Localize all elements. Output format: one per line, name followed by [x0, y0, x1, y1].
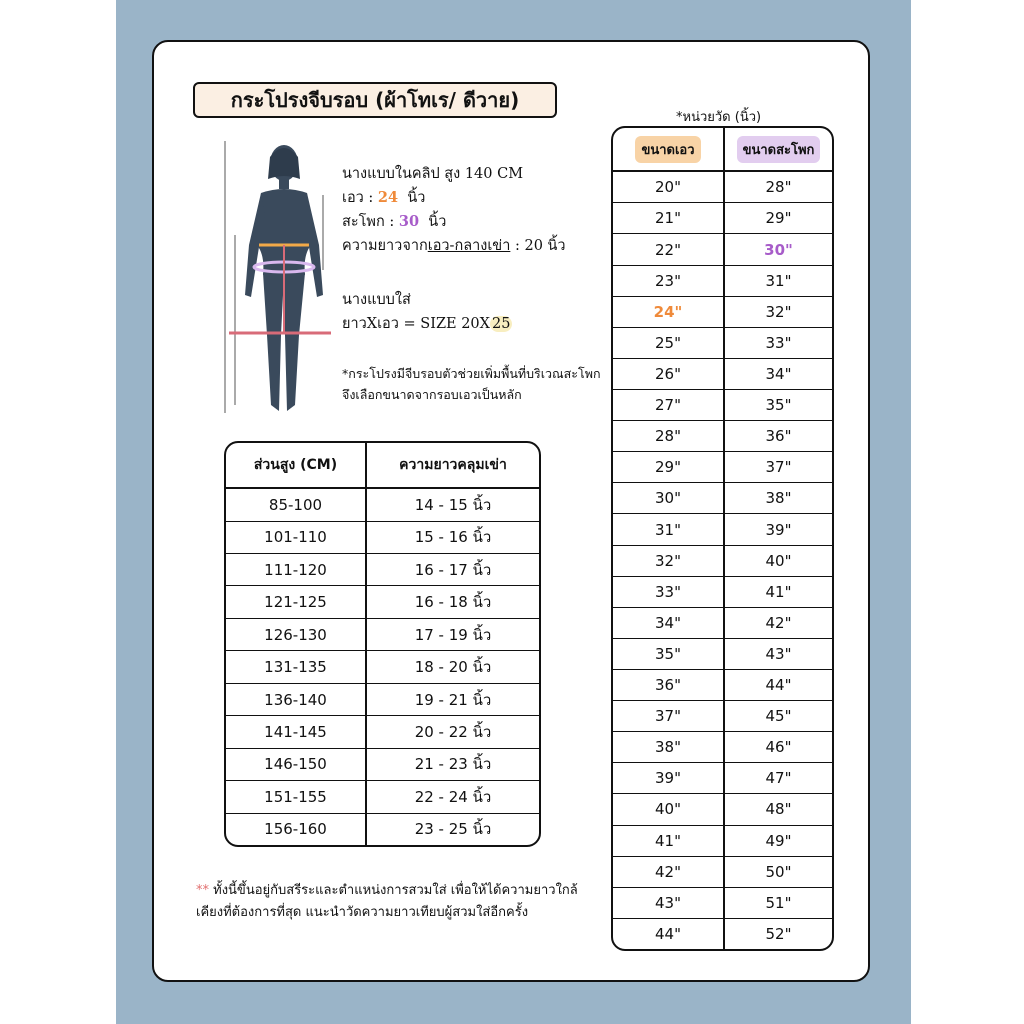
- hip-label: สะโพก :: [342, 214, 399, 230]
- height-range-cell: 111-120: [226, 554, 366, 586]
- wears-label: นางแบบใส่: [342, 292, 411, 308]
- waist-size-cell: 21": [613, 203, 724, 234]
- height-length-table: [224, 441, 541, 847]
- waist-size-cell: 25": [613, 327, 724, 358]
- size-prefix: ยาวXเอว = SIZE 20X: [342, 316, 490, 332]
- waist-size-cell: 31": [613, 514, 724, 545]
- hip-size-cell: 50": [724, 856, 832, 887]
- height-range-cell: 151-155: [226, 781, 366, 813]
- length-range-cell: 17 - 19 นิ้ว: [366, 618, 539, 650]
- table-row: [226, 618, 539, 650]
- waist-size-cell: 27": [613, 390, 724, 421]
- size-highlight: 25: [491, 316, 511, 332]
- table-row: [613, 545, 832, 576]
- waist-size-cell: 44": [613, 918, 724, 949]
- waist-size-cell: 39": [613, 763, 724, 794]
- length-prefix: ความยาวจาก: [342, 238, 428, 254]
- waist-size-cell: 23": [613, 265, 724, 296]
- height-range-cell: 85-100: [226, 488, 366, 521]
- model-waist-line: [342, 186, 566, 210]
- hip-size-cell: 29": [724, 203, 832, 234]
- hip-size-cell: 34": [724, 358, 832, 389]
- table-row: [613, 234, 832, 265]
- waist-size-cell: 35": [613, 638, 724, 669]
- model-wears-size: [342, 288, 512, 336]
- length-range-cell: 22 - 24 นิ้ว: [366, 781, 539, 813]
- table-row: [613, 514, 832, 545]
- length-range-cell: 19 - 21 นิ้ว: [366, 683, 539, 715]
- height-range-cell: 156-160: [226, 813, 366, 845]
- hip-size-cell: 32": [724, 296, 832, 327]
- waist-size-cell: 24": [613, 296, 724, 327]
- table-row: [613, 421, 832, 452]
- table-row: [226, 748, 539, 780]
- table-row: [613, 887, 832, 918]
- waist-label: เอว :: [342, 190, 378, 206]
- waist-column-header: [613, 128, 724, 171]
- length-range-cell: 20 - 22 นิ้ว: [366, 716, 539, 748]
- hip-size-cell: 52": [765, 924, 792, 943]
- model-hip-line: [342, 210, 566, 234]
- table-row: [613, 327, 832, 358]
- side-note: *กระโปรงมีจีบรอบตัวช่วยเพิ่มพื้นที่บริเวณสะโพก จึงเลือกขนาดจากรอบเอวเป็นหลัก: [342, 366, 601, 402]
- length-range-cell: 15 - 16 นิ้ว: [366, 521, 539, 553]
- hip-size-cell: 46": [724, 732, 832, 763]
- hip-size-cell: 37": [724, 452, 832, 483]
- table-row: [613, 171, 832, 203]
- model-height-line: นางแบบในคลิป สูง 140 CM: [342, 166, 524, 182]
- waist-value: 24: [377, 189, 399, 206]
- table-row: [613, 701, 832, 732]
- table-row: [613, 794, 832, 825]
- hip-size-cell: 36": [724, 421, 832, 452]
- height-column-header: ส่วนสูง (CM): [226, 443, 366, 488]
- hip-size-cell: 51": [724, 887, 832, 918]
- length-range-cell: 16 - 18 นิ้ว: [366, 586, 539, 618]
- length-range-cell: 18 - 20 นิ้ว: [366, 651, 539, 683]
- waist-size-cell: 43": [613, 887, 724, 918]
- table-row: [613, 763, 832, 794]
- hip-size-cell: 30": [724, 234, 832, 265]
- length-underlined: เอว-กลางเข่า: [427, 238, 511, 254]
- hip-value: 30: [398, 213, 420, 230]
- waist-size-cell: 38": [613, 732, 724, 763]
- model-measurements: [342, 162, 566, 258]
- wears-size-line: [342, 312, 512, 336]
- table-row: [613, 296, 832, 327]
- hip-size-cell: 48": [724, 794, 832, 825]
- hip-size-cell: 49": [724, 825, 832, 856]
- hip-column-header: [724, 128, 832, 171]
- hip-size-cell: 33": [724, 327, 832, 358]
- table-row: [613, 390, 832, 421]
- table-row: [226, 716, 539, 748]
- table-row: [226, 781, 539, 813]
- waist-hip-size-table: [611, 126, 834, 951]
- length-column-header: ความยาวคลุมเข่า: [366, 443, 539, 488]
- height-range-cell: 141-145: [226, 716, 366, 748]
- waist-header-label: ขนาดเอว: [635, 136, 700, 163]
- table-row: [613, 918, 832, 949]
- length-range-cell: 14 - 15 นิ้ว: [366, 488, 539, 521]
- waist-unit: นิ้ว: [407, 190, 426, 206]
- table-row: [226, 651, 539, 683]
- table-row: [226, 521, 539, 553]
- table-row: [613, 825, 832, 856]
- model-length-line: [342, 234, 566, 258]
- height-range-cell: 146-150: [226, 748, 366, 780]
- hip-header-label: ขนาดสะโพก: [737, 136, 821, 163]
- waist-size-cell: 22": [613, 234, 724, 265]
- hip-size-cell: 40": [724, 545, 832, 576]
- length-range-cell: 23 - 25 นิ้ว: [414, 820, 492, 839]
- hip-size-cell: 42": [724, 607, 832, 638]
- waist-size-cell: 28": [613, 421, 724, 452]
- title-box: [193, 82, 557, 118]
- waist-size-cell: 30": [613, 483, 724, 514]
- hip-size-cell: 44": [724, 670, 832, 701]
- table-row: [613, 638, 832, 669]
- table-row: [613, 856, 832, 887]
- table-row: [613, 358, 832, 389]
- table-row: [613, 576, 832, 607]
- unit-note: *หน่วยวัด (นิ้ว): [676, 110, 762, 125]
- hip-size-cell: 39": [724, 514, 832, 545]
- table-row: [226, 813, 539, 845]
- length-suffix: : 20 นิ้ว: [510, 238, 566, 254]
- height-range-cell: 121-125: [226, 586, 366, 618]
- waist-size-cell: 33": [613, 576, 724, 607]
- hip-size-cell: 31": [724, 265, 832, 296]
- hip-size-cell: 41": [724, 576, 832, 607]
- table-row: [226, 586, 539, 618]
- footnote: [196, 880, 596, 924]
- waist-size-cell: 32": [613, 545, 724, 576]
- model-figure-illustration: [215, 135, 340, 420]
- waist-size-cell: 40": [613, 794, 724, 825]
- waist-size-cell: 41": [613, 825, 724, 856]
- table-row: [613, 265, 832, 296]
- hip-size-cell: 45": [724, 701, 832, 732]
- table-row: [613, 670, 832, 701]
- table-row: [613, 203, 832, 234]
- table-row: [226, 488, 539, 521]
- waist-size-cell: 37": [613, 701, 724, 732]
- height-range-cell: 126-130: [226, 618, 366, 650]
- length-range-cell: 16 - 17 นิ้ว: [366, 554, 539, 586]
- footnote-text: ทั้งนี้ขึ้นอยู่กับสรีระและตำแหน่งการสวมใส่ เพื่อให้ได้ความยาวใกล้เคียงที่ต้องการที่สุด แนะนำวัดความยาวเทียบผู้สวมใส่อีกครั้ง: [196, 883, 578, 920]
- table-row: [226, 683, 539, 715]
- hip-size-cell: 38": [724, 483, 832, 514]
- table-row: [613, 607, 832, 638]
- hip-size-cell: 35": [724, 390, 832, 421]
- table-row: [613, 452, 832, 483]
- page-title: กระโปรงจีบรอบ (ผ้าโทเร/ ดีวาย): [230, 88, 520, 112]
- hip-size-cell: 28": [724, 171, 832, 203]
- table-row: [613, 483, 832, 514]
- footnote-stars: **: [196, 883, 209, 898]
- table-row: [226, 554, 539, 586]
- waist-size-cell: 20": [613, 171, 724, 203]
- length-range-cell: 21 - 23 นิ้ว: [366, 748, 539, 780]
- height-range-cell: 131-135: [226, 651, 366, 683]
- hip-size-cell: 43": [724, 638, 832, 669]
- waist-size-cell: 29": [613, 452, 724, 483]
- height-range-cell: 101-110: [226, 521, 366, 553]
- table-row: [613, 732, 832, 763]
- hip-unit: นิ้ว: [428, 214, 447, 230]
- waist-size-cell: 34": [613, 607, 724, 638]
- hip-size-cell: 47": [724, 763, 832, 794]
- waist-size-cell: 26": [613, 358, 724, 389]
- height-range-cell: 136-140: [226, 683, 366, 715]
- waist-size-cell: 36": [613, 670, 724, 701]
- waist-size-cell: 42": [613, 856, 724, 887]
